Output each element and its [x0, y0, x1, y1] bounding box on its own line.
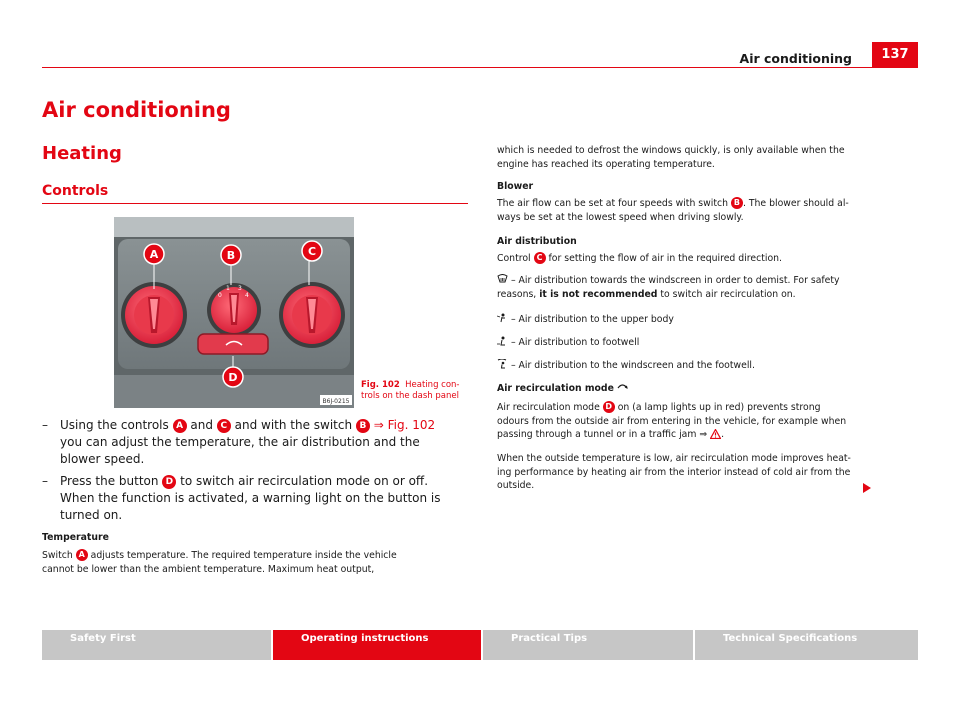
blower-text: The air flow can be set at four speeds with switch B . The blower should al- ways be set at the lowest speed when driving slowly.	[497, 198, 849, 223]
air-distribution-knob	[279, 282, 345, 348]
distribution-heading: Air distribution	[497, 236, 577, 247]
upper-body-icon	[497, 313, 508, 323]
footer-tab-technical[interactable]: Technical Specifications	[695, 630, 918, 660]
windscreen-footwell-icon	[497, 359, 508, 369]
header-rule	[42, 67, 918, 68]
recirculation-button	[198, 334, 268, 354]
ref-badge-a: A	[76, 549, 88, 561]
ref-badge-d: D	[162, 475, 176, 489]
caption-number: Fig. 102	[361, 380, 400, 390]
ref-badge-b: B	[731, 197, 743, 209]
svg-text:0: 0	[218, 292, 222, 299]
recirculation-heading: Air recirculation mode	[497, 382, 867, 396]
heading-rule	[42, 203, 468, 204]
svg-text:4: 4	[245, 292, 249, 299]
distribution-upper-body: – Air distribution to the upper body	[497, 313, 867, 327]
figure-caption	[361, 380, 471, 402]
svg-text:3: 3	[238, 285, 242, 292]
ref-badge-d: D	[603, 401, 615, 413]
ref-badge-c: C	[534, 252, 546, 264]
temperature-heading: Temperature	[42, 532, 109, 543]
temperature-text: Switch A adjusts temperature. The required temperature inside the vehicle cannot be lower than the ambient temperature. Maximum heat output,	[42, 550, 397, 575]
figure-label-c: C	[307, 245, 317, 258]
footer-tab-safety[interactable]: Safety First	[42, 630, 271, 660]
temperature-knob	[121, 282, 187, 348]
caption-text-2: trols on the dash panel	[361, 391, 459, 401]
recirculation-icon	[617, 382, 628, 392]
svg-text:1: 1	[226, 285, 230, 292]
footer-tab-practical[interactable]: Practical Tips	[483, 630, 693, 660]
ref-badge-b: B	[356, 419, 370, 433]
distribution-windscreen: – Air distribution towards the windscreen in order to demist. For safety reasons, it is not recommended to switch air recirculation on.	[497, 275, 840, 300]
blower-knob	[207, 283, 261, 337]
continue-arrow-icon	[863, 483, 871, 493]
footer-tab-operating[interactable]: Operating instructions	[273, 630, 481, 660]
warning-icon[interactable]	[710, 429, 721, 439]
windscreen-icon	[497, 274, 508, 284]
section-heading: Controls	[42, 183, 109, 199]
blower-heading: Blower	[497, 181, 534, 192]
defrost-text: which is needed to defrost the windows quickly, is only available when the engine has reached its operating temperature.	[497, 145, 845, 170]
caption-text: Heating con-	[405, 380, 460, 390]
footwell-icon	[497, 336, 508, 346]
recirculation-text: Air recirculation mode D on (a lamp lights up in red) prevents strong odours from the outside air from entering in the vehicle, for example when passing through a tunnel or in a traffic jam ⇒ .	[497, 402, 847, 440]
figure-label-d: D	[228, 371, 238, 384]
heating-controls-figure	[114, 217, 354, 408]
distribution-footwell: – Air distribution to footwell	[497, 336, 867, 350]
chapter-title: Air conditioning	[739, 51, 852, 66]
section-title: Air conditioning	[42, 98, 231, 122]
distribution-text: Control C for setting the flow of air in the required direction.	[497, 253, 782, 264]
figure-label-b: B	[226, 249, 236, 262]
distribution-windscreen-footwell: – Air distribution to the windscreen and the footwell.	[497, 359, 867, 373]
outside-temperature-text: When the outside temperature is low, air recirculation mode improves heat- ing performance by heating air from the interior instead of cold air from the outside.	[497, 453, 851, 491]
ref-badge-c: C	[217, 419, 231, 433]
figure-ref-link[interactable]: ⇒ Fig. 102	[369, 418, 436, 432]
page-number: 137	[872, 42, 918, 67]
ref-badge-a: A	[173, 419, 187, 433]
figure-label-a: A	[149, 248, 159, 261]
section-subtitle: Heating	[42, 143, 122, 164]
figure-code: B6J-0215	[322, 398, 350, 405]
